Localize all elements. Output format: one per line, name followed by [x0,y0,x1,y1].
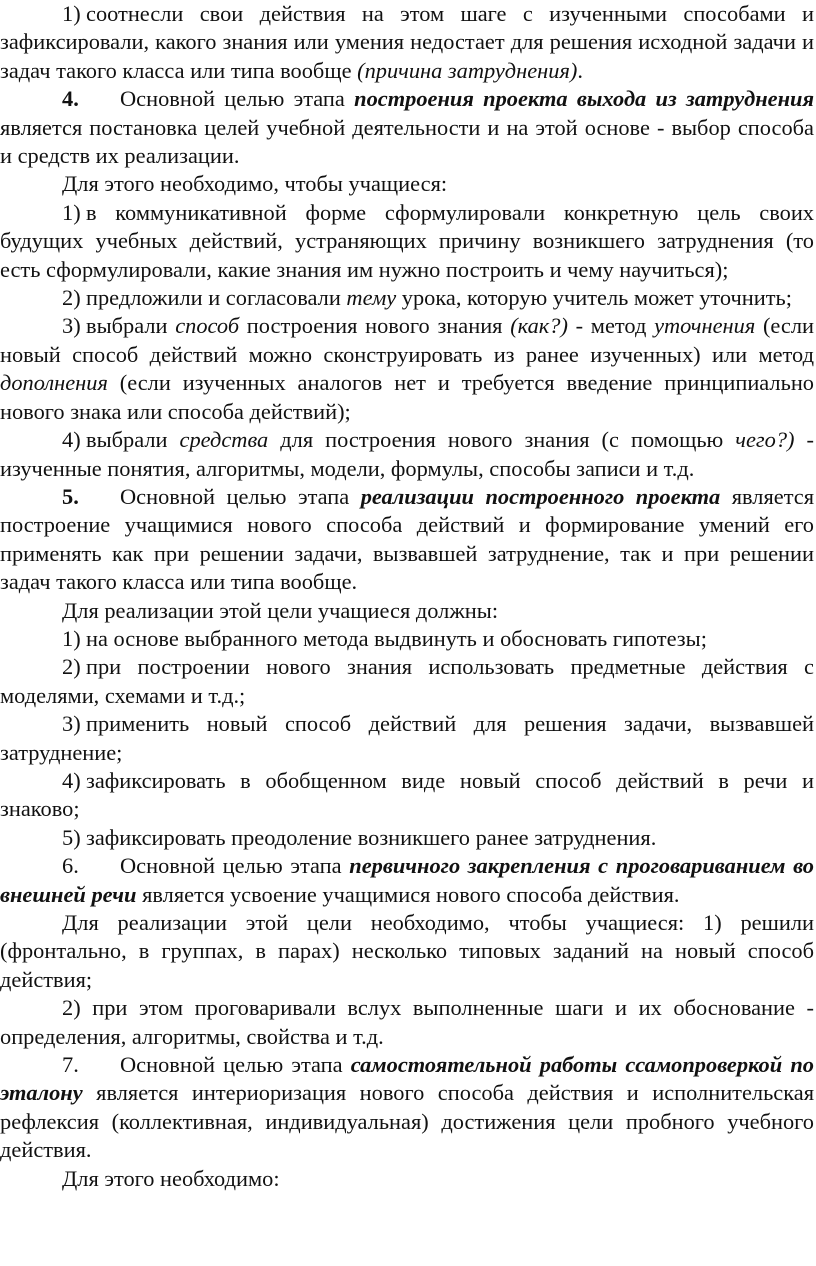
stage-name: первичного закрепления с проговариванием во внешней речи [0,853,814,907]
section-4-intro: Для этого необходимо, чтобы учащиеся: [62,171,448,197]
list-text-end: . [577,57,583,83]
section-text-end: является интериоризация нового способа действия и исполнительская рефлексия (коллективная, индивидуальная) достижения цели пробного учебного действия. [0,1080,814,1163]
section-number: 4. [62,86,79,112]
list-text-italic: средства [179,427,269,453]
list-text: на основе выбранного метода выдвинуть и обосновать гипотезы; [86,625,707,651]
section-number: 7. [62,1052,79,1078]
section-text-end: является построение учащимися нового способа действий и формирование умений его применять как при решении задачи, вызвавшей затруднение, так и при решении задач такого класса или типа вообще. [0,483,814,595]
list-text: при построении нового знания использовать предметные действия с моделями, схемами и т.д.; [0,654,814,708]
list-text-italic: способ [175,313,240,339]
list-text: - изученные понятия, алгоритмы, модели, формулы, способы записи и т.д. [0,427,814,481]
list-text: в коммуникативной форме сформулировали конкретную цель своих будущих учебных действий, устраняющих причину возникшего затруднения (то есть сформулировали, какие знания им нужно построить и чему научиться); [0,199,814,282]
list-text: для построения нового знания (с помощью [268,427,736,453]
section-6-text: 2) при этом проговаривали вслух выполненные шаги и их обоснование - определения, алгоритмы, свойства и т.д. [0,995,814,1049]
list-text: - метод [567,313,655,339]
section-5-paragraph [0,483,814,597]
list-item [0,767,814,824]
list-text-italic: (причина затруднения) [357,57,578,83]
stage-name: реализации построенного проекта [360,483,721,509]
section-number: 5. [62,483,79,509]
section-6-text: Для реализации этой цели необходимо, чтобы учащиеся: 1) решили (фронтально, в группах, в парах) несколько типовых заданий на новый способ действия; [0,910,814,992]
list-text-italic: дополнения [0,370,108,396]
list-item [0,625,814,653]
list-item [0,0,814,85]
list-item [0,824,814,852]
list-item [0,284,814,312]
list-item [0,653,814,710]
list-number: 1) [62,199,81,225]
section-4-paragraph [0,85,814,170]
list-number: 1) [62,625,81,651]
list-number: 3) [62,711,81,737]
section-6-paragraph [0,852,814,909]
section-text: Основной целью этапа [120,483,361,509]
list-text: (если новый способ действий можно сконструировать из ранее изученных) или метод [0,313,814,367]
list-text-italic: тему [346,285,397,311]
list-item [0,312,814,426]
list-text: предложили и согласовали [86,285,347,311]
list-number: 2) [62,285,81,311]
list-text: (если изученных аналогов нет и требуется введение принципиально нового знака или способа действий); [0,370,814,424]
list-number: 2) [62,654,81,680]
list-text: урока, которую учитель может уточнить; [396,285,792,311]
list-text: зафиксировать в обобщенном виде новый способ действий в речи и знаково; [0,767,814,822]
section-7-paragraph [0,1051,814,1165]
list-text: выбрали [86,427,180,453]
stage-name: построения проекта выхода из затруднения [354,86,815,112]
list-text: выбрали [86,313,176,339]
list-item [0,426,814,483]
list-number: 4) [62,427,81,453]
list-number: 5) [62,824,81,850]
section-text: Основной целью этапа [120,853,350,879]
list-number: 1) [62,1,81,26]
section-text: Основной целью этапа [120,1052,351,1078]
list-number: 4) [62,767,81,793]
stage-name: самостоятельной работы ссамопроверкой по эталону [0,1052,814,1106]
section-number: 6. [62,853,79,879]
list-text-italic: чего?) [735,427,795,453]
section-7-intro: Для этого необходимо: [62,1165,280,1191]
list-text: зафиксировать преодоление возникшего ранее затруднения. [86,824,657,850]
section-text-end: является усвоение учащимися нового способа действия. [136,881,680,907]
section-text-end: является постановка целей учебной деятельности и на этой основе - выбор способа и средств их реализации. [0,114,814,169]
list-text: применить новый способ действий для решения задачи, вызвавшей затруднение; [0,711,814,765]
list-text-italic: (как?) [510,313,568,339]
list-text-italic: уточнения [654,313,756,339]
list-number: 3) [62,313,81,339]
list-text: соотнесли свои действия на этом шаге с изученными способами и зафиксировали, какого знания или умения недостает для решения исходной задачи и задач такого класса или типа вообще [0,1,814,83]
list-item [0,710,814,767]
list-text: построения нового знания [239,313,511,339]
section-text: Основной целью этапа [120,86,355,112]
list-item [0,199,814,284]
section-5-intro: Для реализации этой цели учащиеся должны: [62,597,499,623]
